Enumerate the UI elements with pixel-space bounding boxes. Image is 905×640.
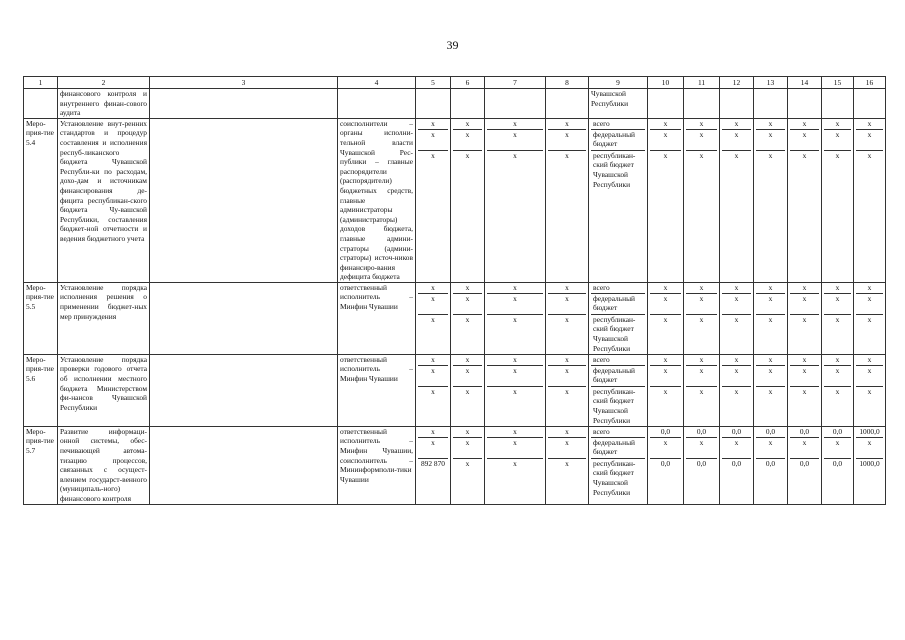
col-header: 14 [788, 77, 822, 89]
col-header: 3 [150, 77, 338, 89]
value: 1000,0 [859, 426, 880, 436]
value: х [790, 386, 819, 426]
budget-table [23, 76, 886, 505]
funding-source-cell [589, 354, 648, 426]
code-value: х [453, 365, 482, 386]
funding-source: республикан-ский бюджет Чувашской Республики [591, 458, 645, 498]
code-value: х [487, 293, 543, 314]
value: х [856, 437, 883, 458]
code-value: х [453, 386, 482, 426]
code-cell [485, 426, 546, 504]
value-cell [754, 426, 788, 504]
code-cell [416, 354, 451, 426]
code-value: х [418, 437, 448, 458]
code-cell [546, 118, 589, 282]
header-row [24, 77, 886, 89]
value: х [867, 354, 872, 364]
col-header: 6 [451, 77, 485, 89]
value: х [650, 314, 681, 354]
value: х [824, 293, 851, 314]
funding-source: республикан-ский бюджет Чувашской Республики [591, 150, 645, 190]
code-cell [451, 426, 485, 504]
value: х [856, 386, 883, 426]
value-cell [822, 282, 854, 354]
code-value: х [548, 314, 586, 354]
code-value: х [453, 293, 482, 314]
value-cell [648, 282, 684, 354]
value: х [768, 118, 773, 128]
empty-cell [150, 118, 338, 282]
value: 0,0 [722, 458, 751, 498]
value: х [835, 118, 840, 128]
value: х [686, 293, 717, 314]
col-header: 16 [854, 77, 886, 89]
value: х [699, 282, 704, 292]
value: х [768, 354, 773, 364]
value: 0,0 [650, 458, 681, 498]
code-cell [416, 118, 451, 282]
code-value: х [548, 129, 586, 150]
code-value: х [487, 150, 543, 190]
value: х [790, 437, 819, 458]
code-value: х [487, 129, 543, 150]
code-cell [546, 426, 589, 504]
code-value: х [513, 282, 517, 292]
code-value: х [418, 150, 448, 190]
value: х [867, 118, 872, 128]
value: 0,0 [832, 426, 843, 436]
measure-row [24, 354, 886, 426]
measure-title: финансового контроля и внутреннего финан-сового аудита [58, 89, 150, 119]
value: х [824, 365, 851, 386]
value-cell [684, 118, 720, 282]
code-value: х [548, 386, 586, 426]
value-cell [788, 426, 822, 504]
value: х [722, 293, 751, 314]
code-value: х [431, 118, 435, 128]
value: х [802, 282, 807, 292]
code-value: х [513, 354, 517, 364]
code-value: х [565, 426, 569, 436]
value-cell [720, 426, 754, 504]
value: х [686, 386, 717, 426]
code-value: х [487, 458, 543, 498]
value-cell [854, 118, 886, 282]
value: х [835, 282, 840, 292]
value: х [722, 386, 751, 426]
value: х [867, 282, 872, 292]
value: 0,0 [790, 458, 819, 498]
col-header: 10 [648, 77, 684, 89]
value: 0,0 [660, 426, 671, 436]
value: х [802, 118, 807, 128]
value: х [686, 150, 717, 190]
value: х [650, 129, 681, 150]
measure-row [24, 282, 886, 354]
code-value: х [418, 365, 448, 386]
funding-source: республикан-ский бюджет Чувашской Республики [591, 314, 645, 354]
value: х [824, 150, 851, 190]
value: х [734, 118, 739, 128]
funding-source: федеральный бюджет [591, 365, 645, 386]
value: 0,0 [799, 426, 810, 436]
value-cell [788, 282, 822, 354]
code-cell [451, 282, 485, 354]
code-cell [485, 354, 546, 426]
value: х [686, 314, 717, 354]
code-value: х [418, 129, 448, 150]
code-value: х [465, 282, 470, 292]
value: 0,0 [756, 458, 785, 498]
code-cell [451, 118, 485, 282]
code-value: х [487, 365, 543, 386]
measure-title: Установление порядка проверки годового отчета об исполнении местного бюджета Министерством фи-нансов Чувашской Республики [58, 354, 150, 426]
code-value: х [418, 314, 448, 354]
executor: ответственный исполнитель – Минфин Чувашии [338, 354, 416, 426]
code-value: х [465, 426, 470, 436]
value-cell [822, 354, 854, 426]
value-cell [822, 118, 854, 282]
funding-source-cell [589, 426, 648, 504]
code-cell [546, 282, 589, 354]
value: х [734, 282, 739, 292]
value: х [686, 129, 717, 150]
value: х [790, 150, 819, 190]
measure-row [24, 426, 886, 504]
value: х [699, 354, 704, 364]
code-cell [546, 354, 589, 426]
value: х [824, 386, 851, 426]
table-row [24, 89, 886, 119]
value: х [756, 365, 785, 386]
value: х [722, 129, 751, 150]
value: х [686, 437, 717, 458]
value: х [768, 282, 773, 292]
col-header: 7 [485, 77, 546, 89]
code-value: х [453, 458, 482, 498]
value: х [856, 293, 883, 314]
value-cell [720, 354, 754, 426]
value-cell [720, 118, 754, 282]
value: х [856, 129, 883, 150]
value: х [856, 314, 883, 354]
code-value: 892 870 [418, 458, 448, 498]
value: 0,0 [686, 458, 717, 498]
measures-body [24, 118, 886, 504]
empty-cell [150, 282, 338, 354]
value-cell [822, 426, 854, 504]
value: х [663, 354, 668, 364]
value: х [756, 293, 785, 314]
value: х [790, 129, 819, 150]
code-value: х [465, 118, 470, 128]
value: х [722, 437, 751, 458]
code-value: х [487, 314, 543, 354]
col-header: 5 [416, 77, 451, 89]
value: х [650, 293, 681, 314]
measure-id: Меро-прия-тие 5.7 [24, 426, 58, 504]
col-header: 1 [24, 77, 58, 89]
value-cell [854, 282, 886, 354]
code-value: х [418, 293, 448, 314]
measure-title: Установление внут-ренних стандартов и процедур составления и исполнения респуб-ликанского бюджета Чувашской Республи-ки по расходам, дохо-дам и источникам финансирования де-фицита республикан-ского бюджета Чу-вашской Республики, составления бюджет-ной отчетности и ведения бюджетного учета [58, 118, 150, 282]
funding-source-cell [589, 118, 648, 282]
col-header: 8 [546, 77, 589, 89]
code-value: х [548, 150, 586, 190]
code-value: х [453, 314, 482, 354]
value: х [722, 314, 751, 354]
value: х [663, 118, 668, 128]
code-value: х [487, 386, 543, 426]
measure-row [24, 118, 886, 282]
value-cell [720, 282, 754, 354]
funding-source: всего [593, 354, 610, 364]
value: х [824, 437, 851, 458]
col-header: 4 [338, 77, 416, 89]
value-cell [684, 426, 720, 504]
code-value: х [565, 354, 569, 364]
code-cell [416, 426, 451, 504]
code-value: х [548, 437, 586, 458]
value-cell [854, 354, 886, 426]
code-value: х [431, 426, 435, 436]
code-cell [485, 282, 546, 354]
value-cell [754, 354, 788, 426]
value: 0,0 [696, 426, 707, 436]
code-value: х [548, 293, 586, 314]
value: 0,0 [824, 458, 851, 498]
value: х [824, 314, 851, 354]
measure-id: Меро-прия-тие 5.5 [24, 282, 58, 354]
executor: ответственный исполнитель – Минфин Чувашии, соисполнитель – Мининформполи-тики Чувашии [338, 426, 416, 504]
value: х [650, 150, 681, 190]
value: х [790, 293, 819, 314]
funding-source: федеральный бюджет [591, 129, 645, 150]
value-cell [684, 282, 720, 354]
value: х [756, 129, 785, 150]
code-value: х [453, 129, 482, 150]
value: х [856, 365, 883, 386]
funding-source: всего [593, 118, 610, 128]
value-cell [788, 118, 822, 282]
col-header: 2 [58, 77, 150, 89]
col-header: 13 [754, 77, 788, 89]
code-cell [416, 282, 451, 354]
code-value: х [513, 118, 517, 128]
value: х [663, 282, 668, 292]
code-value: х [487, 437, 543, 458]
funding-source: федеральный бюджет [591, 437, 645, 458]
value: х [734, 354, 739, 364]
value: х [824, 129, 851, 150]
empty-cell [150, 426, 338, 504]
code-value: х [418, 386, 448, 426]
value: 0,0 [765, 426, 776, 436]
value: х [756, 386, 785, 426]
value: х [650, 365, 681, 386]
value-cell [854, 426, 886, 504]
executor: ответственный исполнитель – Минфин Чувашии [338, 282, 416, 354]
funding-source: всего [593, 282, 610, 292]
value-cell [648, 118, 684, 282]
code-value: х [465, 354, 470, 364]
value-cell [754, 118, 788, 282]
value: х [650, 437, 681, 458]
value-cell [648, 426, 684, 504]
col-header: 15 [822, 77, 854, 89]
value: х [756, 314, 785, 354]
code-value: х [548, 458, 586, 498]
value: х [650, 386, 681, 426]
code-value: х [453, 437, 482, 458]
code-value: х [431, 282, 435, 292]
value: х [756, 437, 785, 458]
value: х [790, 314, 819, 354]
value: 1000,0 [856, 458, 883, 498]
value: х [686, 365, 717, 386]
funding-source-cell [589, 282, 648, 354]
code-value: х [548, 365, 586, 386]
executor: соисполнители – органы исполни-тельной власти Чувашской Рес-публики – главные распорядители (распорядители) бюджетных средств, главные администраторы (администраторы) доходов бюджета, главные админи-страторы (админи-страторы) источ-ников финансиро-вания дефицита бюджета [338, 118, 416, 282]
value: х [835, 354, 840, 364]
code-value: х [565, 118, 569, 128]
measure-title: Установление порядка исполнения решения о применении бюджет-ных мер принуждения [58, 282, 150, 354]
funding-source: республикан-ский бюджет Чувашской Республики [591, 386, 645, 426]
value: х [722, 365, 751, 386]
empty-cell [150, 354, 338, 426]
value: х [699, 118, 704, 128]
col-header: 12 [720, 77, 754, 89]
value: х [802, 354, 807, 364]
funding-source: Чувашской Республики [589, 89, 648, 119]
value-cell [648, 354, 684, 426]
value-cell [754, 282, 788, 354]
value: х [790, 365, 819, 386]
funding-source: федеральный бюджет [591, 293, 645, 314]
code-value: х [513, 426, 517, 436]
measure-id: Меро-прия-тие 5.6 [24, 354, 58, 426]
measure-id: Меро-прия-тие 5.4 [24, 118, 58, 282]
funding-source: всего [593, 426, 610, 436]
value: 0,0 [731, 426, 742, 436]
value-cell [788, 354, 822, 426]
code-value: х [565, 282, 569, 292]
col-header: 9 [589, 77, 648, 89]
col-header: 11 [684, 77, 720, 89]
code-cell [451, 354, 485, 426]
page-number: 39 [446, 38, 459, 52]
value: х [856, 150, 883, 190]
measure-title: Развитие информаци-онной системы, обес-печивающей автома-тизацию процессов, связанных с осущест-влением государст-венного (муниципаль-ного) финансового контроля [58, 426, 150, 504]
code-value: х [431, 354, 435, 364]
value-cell [684, 354, 720, 426]
code-value: х [453, 150, 482, 190]
code-cell [485, 118, 546, 282]
value: х [756, 150, 785, 190]
value: х [722, 150, 751, 190]
